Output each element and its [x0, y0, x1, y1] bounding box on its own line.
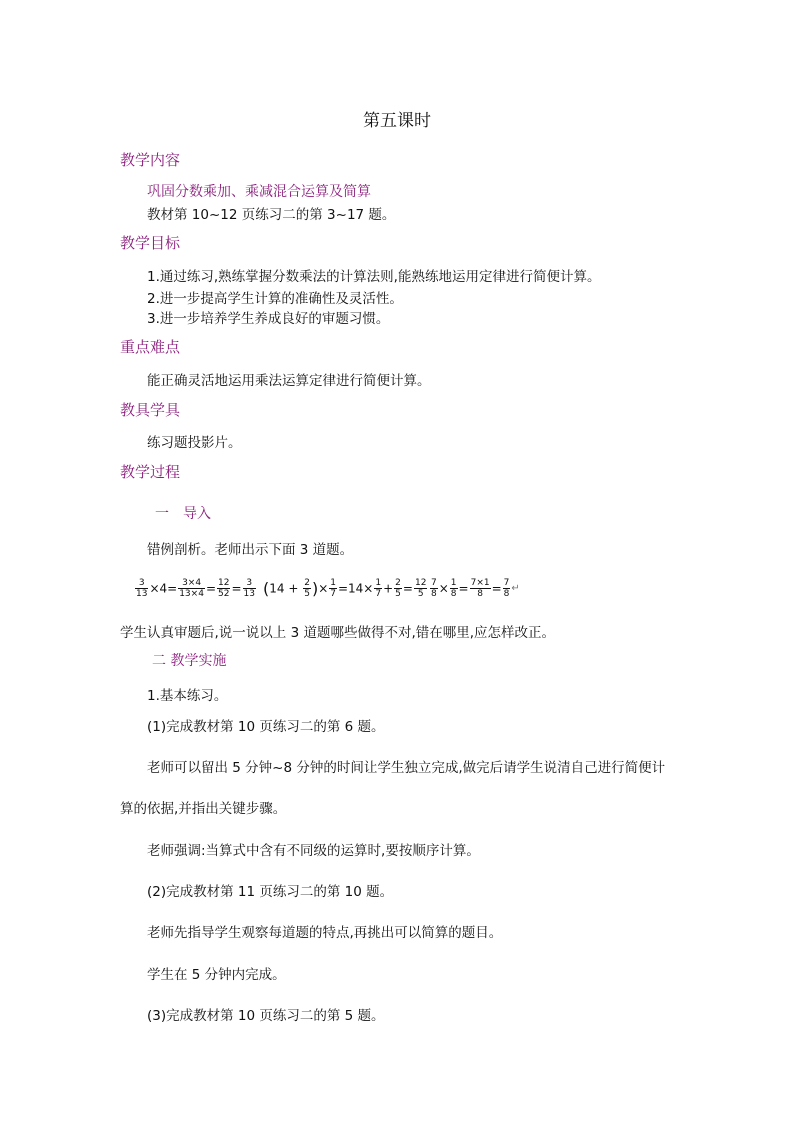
formula-3: $\frac{7}{8}$ × $\frac{1}{8}$ = $\frac{7\times 1}{8}$ = $\frac{7}{8}$ ↵	[431, 578, 520, 599]
fraction: $\frac{2}{5}$	[395, 578, 401, 599]
part2-line-6: (2)完成教材第 11 页练习二的第 10 题。	[147, 884, 394, 900]
fraction: $\frac{7}{8}$	[503, 578, 510, 599]
part2-label: 二 教学实施	[152, 653, 227, 669]
part2-line-7: 老师先指导学生观察每道题的特点,再挑出可以简算的题目。	[147, 925, 503, 941]
fraction: $\frac{12}{52}$	[218, 578, 230, 599]
part1-intro: 错例剖析。老师出示下面 3 道题。	[147, 542, 354, 558]
fraction: $\frac{3}{13}$	[243, 578, 255, 599]
fraction: $\frac{2}{5}$	[304, 578, 310, 599]
part1-after: 学生认真审题后,说一说以上 3 道题哪些做得不对,错在哪里,应怎样改正。	[120, 625, 556, 641]
content-text: 教材第 10~12 页练习二的第 3~17 题。	[147, 207, 396, 223]
section-heading-key-points: 重点难点	[120, 338, 181, 356]
formula-1: $\frac{3}{13}$ ×4= $\frac{3\times 4}{13\times 4}$ = $\frac{12}{52}$ = $\frac{3}{13}$	[136, 578, 255, 599]
section-heading-process: 教学过程	[120, 463, 181, 481]
section-heading-content: 教学内容	[120, 151, 181, 169]
part2-line-1: 1.基本练习。	[147, 688, 228, 704]
fraction: $\frac{1}{7}$	[375, 578, 382, 599]
fraction: $\frac{3}{13}$	[136, 578, 148, 599]
paragraph-mark-icon: ↵	[511, 583, 520, 594]
tools-text: 练习题投影片。	[147, 435, 242, 451]
part2-line-2: (1)完成教材第 10 页练习二的第 6 题。	[147, 719, 385, 735]
part1-label: 一 导入	[155, 506, 211, 522]
goal-item-1: 1.通过练习,熟练掌握分数乘法的计算法则,能熟练地运用定律进行简便计算。	[147, 269, 601, 285]
fraction: $\frac{3\times 4}{13\times 4}$	[179, 578, 204, 599]
goal-item-2: 2.进一步提高学生计算的准确性及灵活性。	[147, 291, 403, 307]
fraction: $\frac{7\times 1}{8}$	[470, 578, 490, 599]
part2-line-3: 老师可以留出 5 分钟~8 分钟的时间让学生独立完成,做完后请学生说清自己进行简便计	[147, 760, 666, 776]
key-points-text: 能正确灵活地运用乘法运算定律进行简便计算。	[147, 373, 431, 389]
formula-2: (14 + $\frac{2}{5}$ )× $\frac{1}{7}$ =14× $\frac{1}{7}$ + $\frac{2}{5}$ = $\frac{12}{5}$	[263, 578, 427, 599]
part2-line-8: 学生在 5 分钟内完成。	[147, 967, 286, 983]
fraction: $\frac{12}{5}$	[414, 578, 427, 599]
fraction: $\frac{1}{7}$	[330, 578, 336, 599]
fraction: $\frac{7}{8}$	[431, 578, 437, 599]
part2-line-5: 老师强调:当算式中含有不同级的运算时,要按顺序计算。	[147, 843, 480, 859]
part2-line-4: 算的依据,并指出关键步骤。	[120, 801, 287, 817]
section-heading-tools: 教具学具	[120, 401, 181, 419]
page-title: 第五课时	[363, 111, 431, 131]
fraction: $\frac{1}{8}$	[450, 578, 457, 599]
section-heading-goals: 教学目标	[120, 234, 181, 252]
part2-line-9: (3)完成教材第 10 页练习二的第 5 题。	[147, 1008, 385, 1024]
content-subtitle: 巩固分数乘加、乘减混合运算及简算	[147, 184, 371, 200]
goal-item-3: 3.进一步培养学生养成良好的审题习惯。	[147, 311, 390, 327]
